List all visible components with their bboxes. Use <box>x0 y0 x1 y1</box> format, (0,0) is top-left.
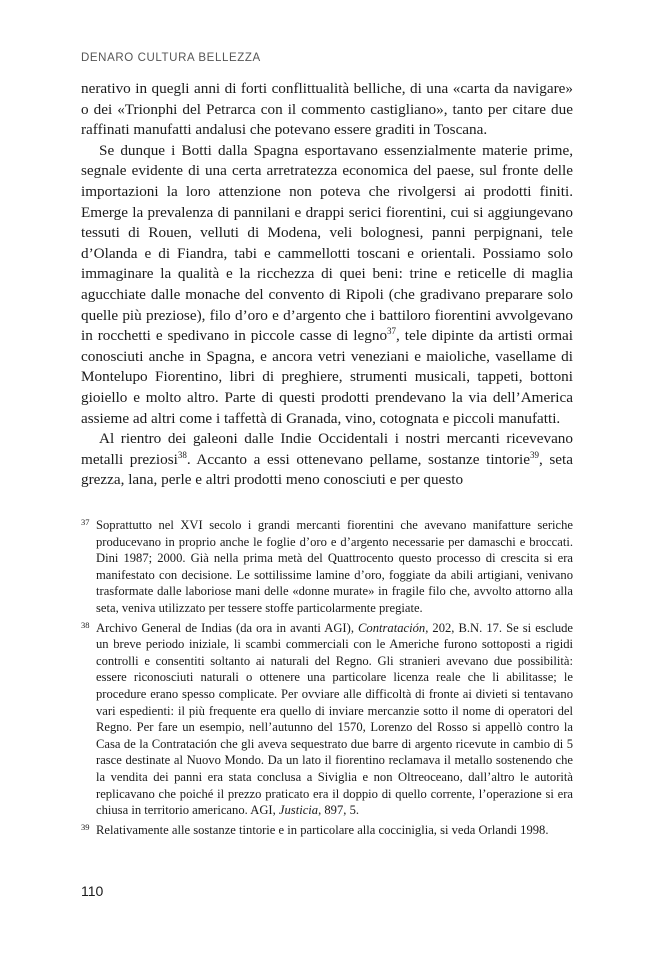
running-head: DENARO CULTURA BELLEZZA <box>81 52 261 64</box>
footnote-ref-38[interactable]: 38 <box>177 449 187 460</box>
footnote-italic-b: Justicia <box>278 803 319 818</box>
footnote-number: 38 <box>81 619 90 630</box>
footnote-number: 37 <box>81 517 90 527</box>
footnotes <box>81 517 573 841</box>
footnote-text: Relativamente alle sostanze tintorie e in particolare alla cocciniglia, si veda Orlandi 1998. <box>96 822 549 837</box>
footnote-37 <box>81 517 573 617</box>
footnote-number: 39 <box>81 821 90 832</box>
paragraph-3-text-a: Al rientro dei galeoni dalle Indie Occidentali i nostri mercanti ricevevano metalli preziosi <box>81 430 573 468</box>
paragraph-2-text-b: , tele dipinte da artisti ormai conosciuti anche in Spagna, e ancora vetri veneziani e maioliche, vasellame di Montelupo Fiorentino, libri di preghiere, strumenti musicali, tappeti, bottoni gioiello e molto altro. Parte di questi prodotti prendevano la via dell’America assieme ad altri come i taffettà di Granada, vino, cotognata e piccoli manufatti. <box>81 327 573 427</box>
footnote-ref-39[interactable]: 39 <box>529 449 539 460</box>
footnote-text-b: , 202, B.N. 17. Se si esclude un breve periodo iniziale, li scambi commerciali con le Americhe furono sottoposti a rigidi controlli e consentiti soltanto ai naturali del Regno. Gli stranieri avevano due possibilità: essere riconosciuti naturali o ottenere una particolare licenza reale che li abilitasse; le procedure erano spesso complicate. Per ovviare alle difficoltà di fronte ai divieti si tentavano vari espedienti: il più frequente era quello di inviare mercanzie sotto il nome di operatori del Regno. Per fare un esempio, nell’autunno del 1570, Lorenzo del Rosso si appellò contro la Casa de la Contratación che gli aveva sequestrato due barre di argento ricevute in cambio di 5 rasce destinate al Nuovo Mondo. Da un lato il fiorentino reclamava il metallo sostenendo che la vendita dei panni era stata conclusa a Siviglia e non Oltreoceano, dall’altro le autorità replicavano che poiché il prezzo praticato era il doppio di quello corrente, l’operazione si era chiusa in territorio americano. AGI, <box>96 620 573 818</box>
paragraph-3-text-c: , seta grezza, lana, perle e altri prodotti meno conosciuti e per questo <box>81 450 573 489</box>
paragraph-3-text-b: . Accanto a essi ottenevano pellame, sostanze tintorie <box>186 450 530 468</box>
footnote-text-a: Archivo General de Indias (da ora in avanti AGI), <box>96 620 359 635</box>
footnote-text: Soprattutto nel XVI secolo i grandi mercanti fiorentini che avevano manifatture seriche producevano in proprio anche le foglie d’oro e d’argento necessarie per damaschi e broccati. Dini 1987; 2000. Già nella prima metà del Quattrocento questo processo di crescita si era manifestato con decisione. Le sottilissime lamine d’oro, foggiate da abili artigiani, venivano trasformate dalle laboriose mani delle «donne murate» in fragile filo che, avvolto attorno alla seta, veniva utilizzato per tessere stoffe particolarmente pregiate. <box>96 518 573 615</box>
main-text <box>81 79 573 491</box>
paragraph-2 <box>81 141 573 429</box>
footnote-italic-a: Contratación <box>358 620 426 635</box>
paragraph-2-text-a: Se dunque i Botti dalla Spagna esportavano essenzialmente materie prime, segnale evidente di una certa arretratezza economica del paese, sul fronte delle importazioni la loro attenzione non poteva che rivolgersi ai prodotti finiti. Emerge la prevalenza di pannilani e drappi serici fiorentini, cui si aggiungevano tessuti di Rouen, velluti di Modena, veli bolognesi, panni perpignani, tele d’Olanda e di Fiandra, tabi e cammellotti toscani e orientali. Possiamo solo immaginare la qualità e la ricchezza di quei beni: trine e reticelle di maglia agucchiate dalle monache del convento di Ripoli (che gradivano preparare solo quelle più preziose), filo d’oro e d’argento che i battiloro fiorentini avvolgevano in rocchetti e spedivano in piccole casse di legno <box>81 141 573 345</box>
paragraph-1-text: nerativo in quegli anni di forti conflittualità belliche, di una «carta da navigare» o dei «Trionphi del Petrarca con il commento castigliano», tanto per citare due raffinati manufatti andalusi che potevano essere graditi in Toscana. <box>81 80 573 139</box>
paragraph-1 <box>81 79 573 141</box>
page-number: 110 <box>81 883 104 899</box>
footnote-ref-37[interactable]: 37 <box>387 326 397 337</box>
footnote-39 <box>81 822 573 839</box>
footnote-38 <box>81 620 573 819</box>
footnote-text-c: , 897, 5. <box>318 803 360 818</box>
paragraph-3 <box>81 429 573 491</box>
